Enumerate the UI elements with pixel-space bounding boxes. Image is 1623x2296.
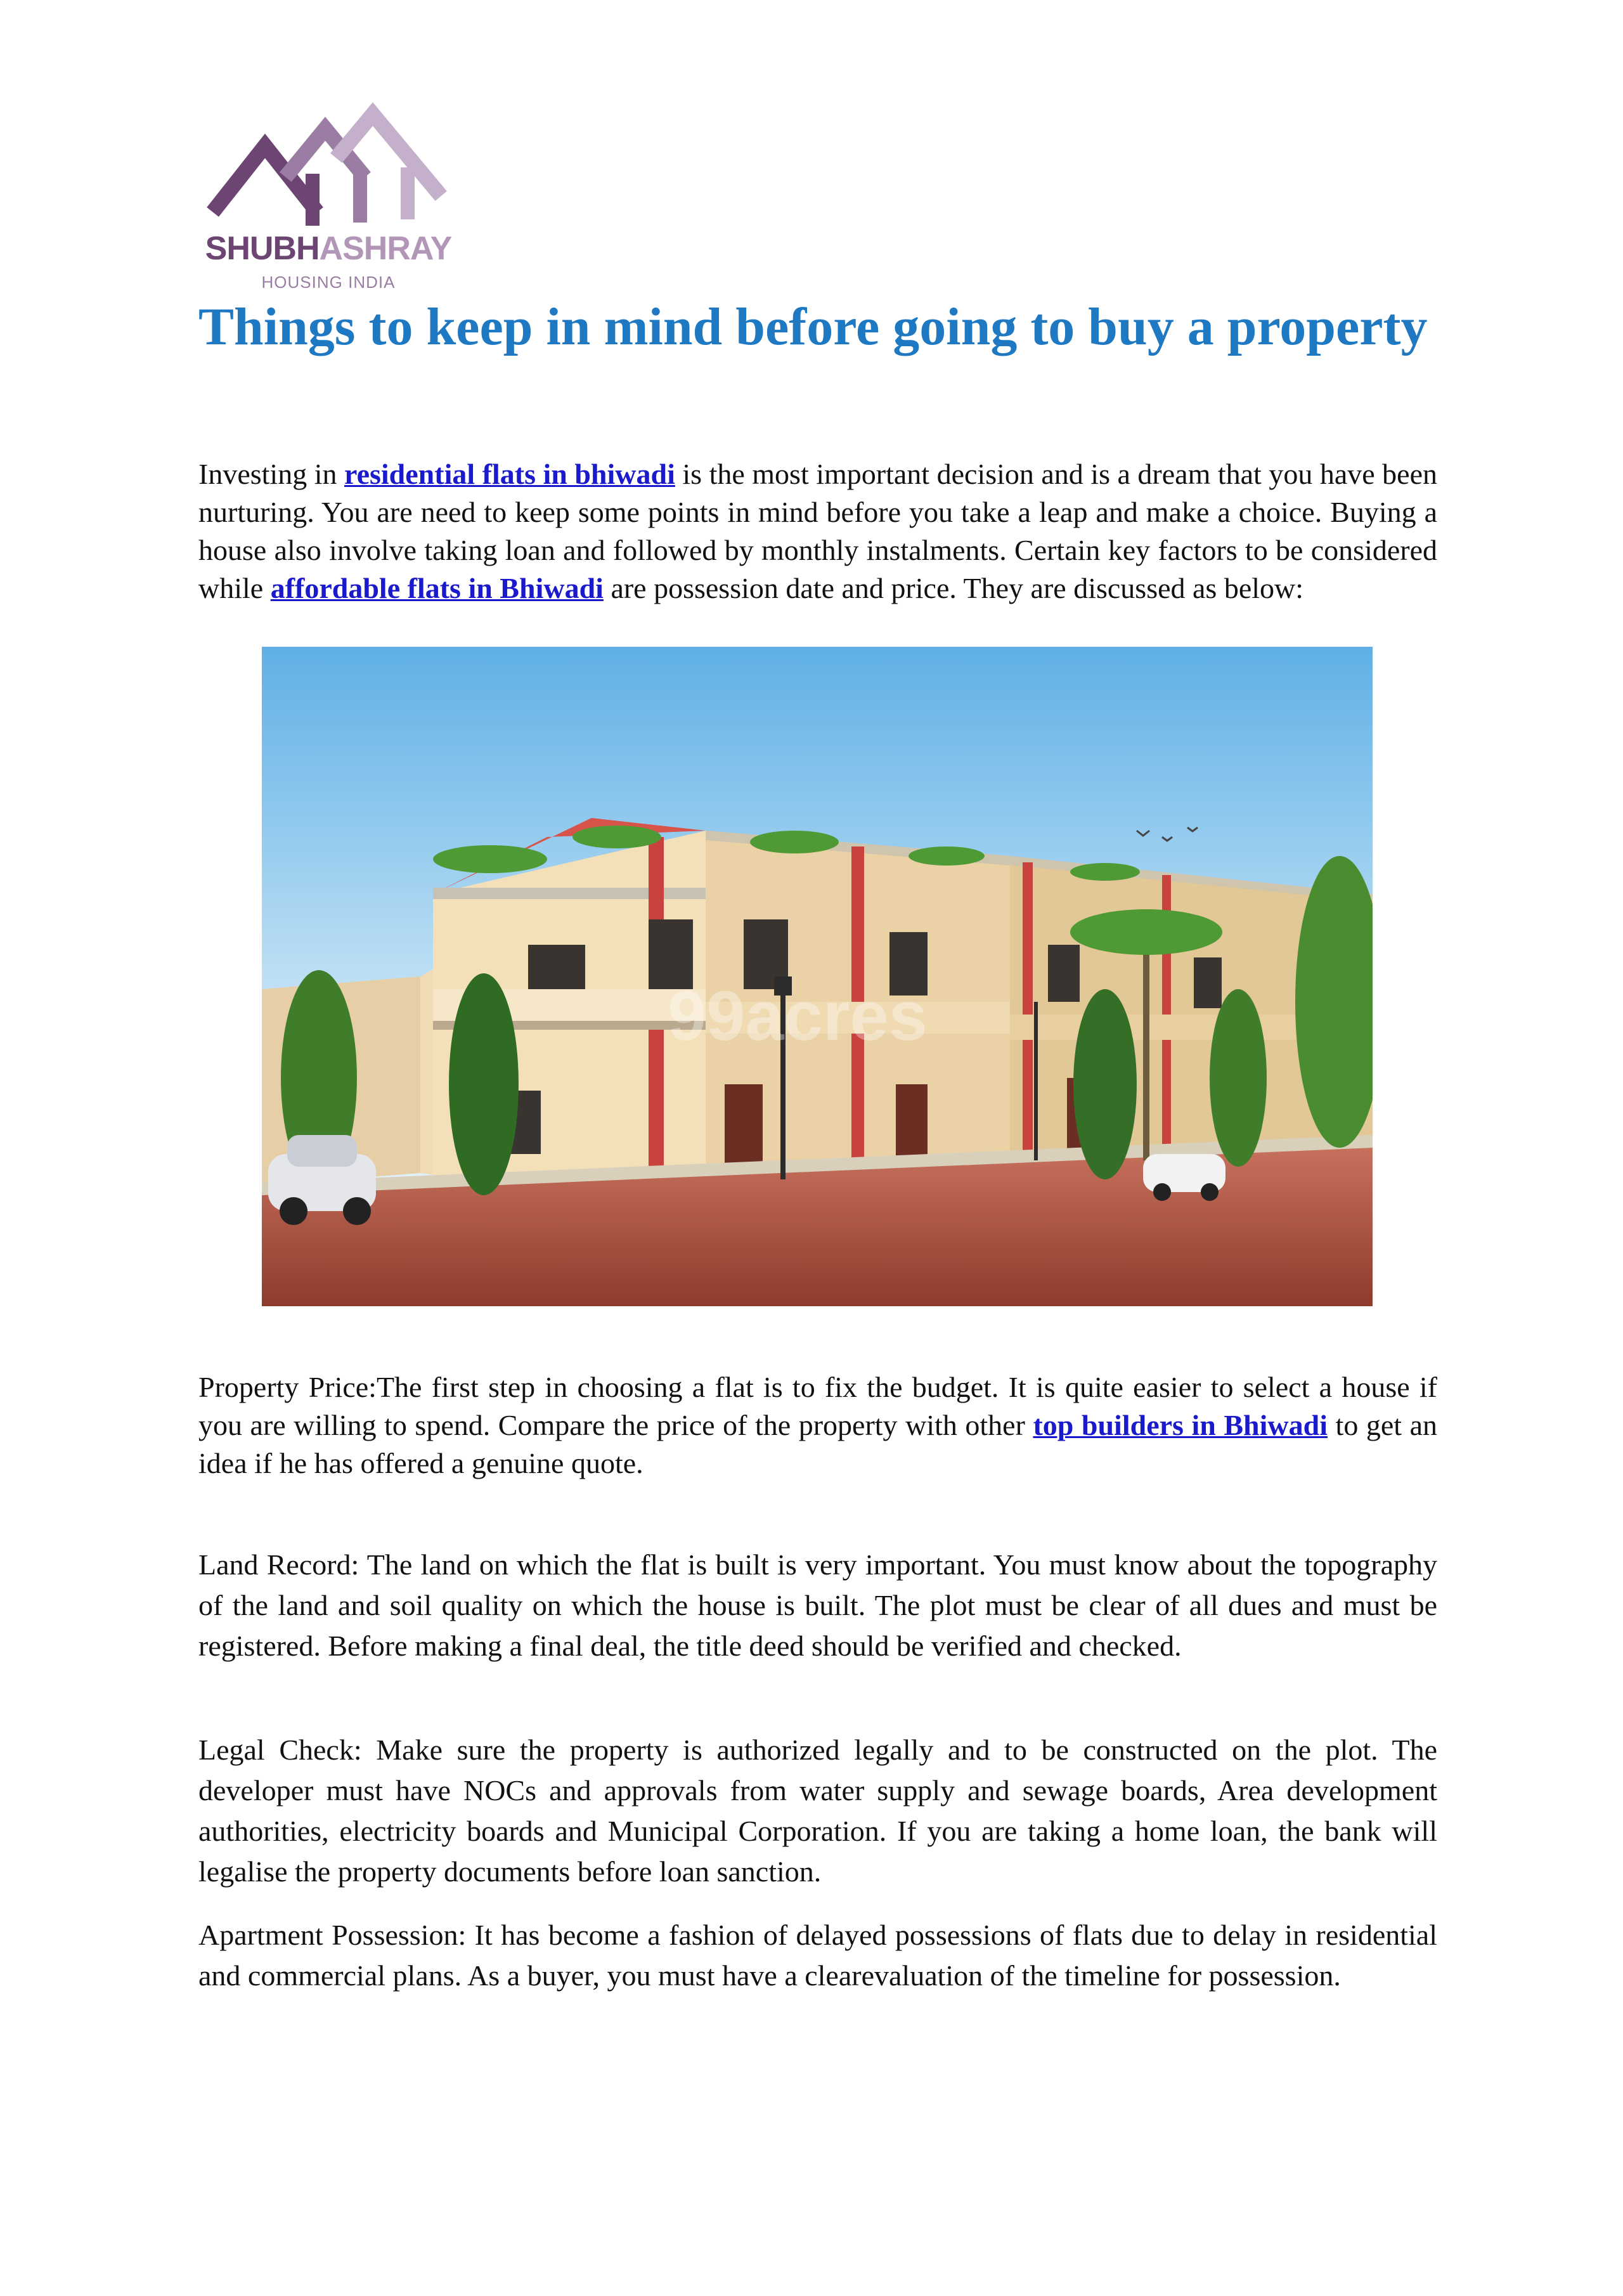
- logo-tagline: HOUSING INDIA: [261, 273, 396, 292]
- intro-text-2: is the most important decision and is a dream that you have been nurturing. You are need to keep some points in mind before you take a leap and make a choice. Buying a house also involve taking loan and followed by monthly instalments. Certain key factors to be considered while: [198, 458, 1438, 604]
- logo-brand-dark: SHUBH: [205, 230, 320, 267]
- intro-paragraph: [198, 455, 1437, 607]
- property-image: [262, 647, 1373, 1306]
- intro-text-1: Investing in: [198, 458, 344, 490]
- top-builders-link[interactable]: top builders in Bhiwadi: [1033, 1409, 1328, 1441]
- shubhashray-logo-icon: [198, 98, 458, 301]
- article-title: Things to keep in mind before going to buy a property: [198, 297, 1428, 356]
- intro-text-3: are possession date and price. They are discussed as below:: [603, 572, 1304, 604]
- land-record-paragraph: Land Record: The land on which the flat is built is very important. You must know about the topography of the land and soil quality on which the house is built. The plot must be clear of all dues and must be registered. Before making a final deal, the title deed should be verified and checked.: [198, 1548, 1437, 1662]
- legal-check-paragraph: Legal Check: Make sure the property is authorized legally and to be constructed on the plot. The developer must have NOCs and approvals from water supply and sewage boards, Area development authorities, electricity boards and Municipal Corporation. If you are taking a home loan, the bank will legalise the property documents before loan sanction.: [198, 1734, 1437, 1888]
- logo-brand-name: [198, 230, 458, 268]
- price-text-1: Property Price:The first step in choosing a flat is to fix the budget. It is quite easier to select a house if you are willing to spend. Compare the price of the property with other: [198, 1371, 1437, 1441]
- affordable-flats-link[interactable]: affordable flats in Bhiwadi: [270, 572, 604, 604]
- price-text-2: to get an idea if he has offered a genuine quote.: [198, 1409, 1438, 1479]
- apartment-possession-paragraph: Apartment Possession: It has become a fashion of delayed possessions of flats due to delay in residential and commercial plans. As a buyer, you must have a clearevaluation of the timeline for possession.: [198, 1919, 1437, 1992]
- residential-flats-link[interactable]: residential flats in bhiwadi: [344, 458, 675, 490]
- property-price-paragraph: [198, 1368, 1437, 1482]
- image-watermark: 99acres: [668, 977, 928, 1055]
- logo-brand-light: ASHRAY: [319, 230, 452, 267]
